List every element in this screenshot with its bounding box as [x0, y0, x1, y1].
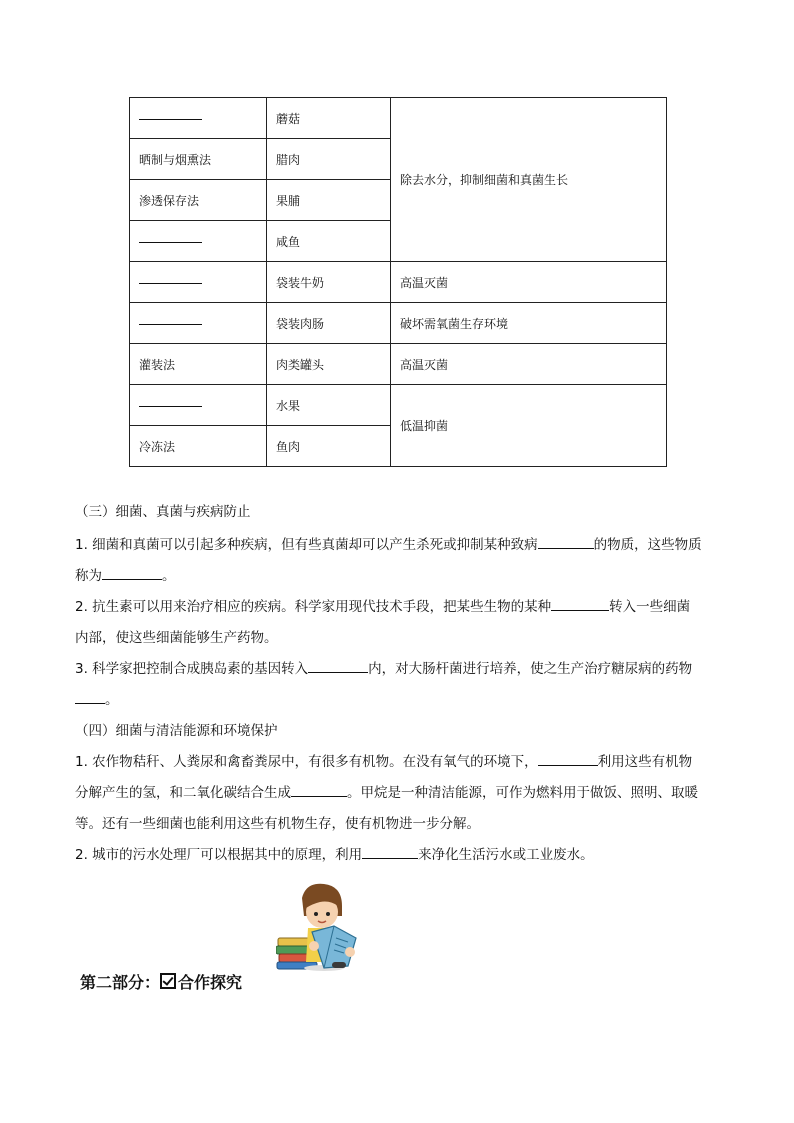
food-cell: 果脯: [267, 180, 391, 221]
food-cell: 水果: [267, 385, 391, 426]
table-row: [130, 262, 667, 303]
checkbox-icon: [160, 973, 176, 989]
method-cell: [130, 262, 267, 303]
fill-blank[interactable]: [102, 565, 162, 580]
fill-blank[interactable]: [75, 689, 105, 704]
section-3-question-3: 3. 科学家把控制合成胰岛素的基因转入 内，对大肠杆菌进行培养，使之生产治疗糖尿病的药物 。: [75, 654, 725, 716]
fill-blank[interactable]: [551, 596, 609, 611]
method-cell: 渗透保存法: [130, 180, 267, 221]
table-row: [130, 303, 667, 344]
method-cell: 冷冻法: [130, 426, 267, 467]
method-cell: [130, 385, 267, 426]
fill-blank[interactable]: [538, 534, 594, 549]
method-cell: [130, 303, 267, 344]
fill-blank[interactable]: [139, 282, 202, 284]
method-cell: 灌装法: [130, 344, 267, 385]
food-cell: 腊肉: [267, 139, 391, 180]
section-3-question-1: 1. 细菌和真菌可以引起多种疾病，但有些真菌却可以产生杀死或抑制某种致病 的物质，这些物质 称为 。: [75, 530, 725, 592]
section-3-question-2: 2. 抗生素可以用来治疗相应的疾病。科学家用现代技术手段，把某些生物的某种 转入一些细菌 内部，使这些细菌能够生产药物。: [75, 592, 725, 654]
table-row: [130, 385, 667, 426]
food-cell: 袋装牛奶: [267, 262, 391, 303]
part-2-heading: 第二部分： 合作探究: [80, 973, 243, 992]
table-row: [130, 98, 667, 139]
food-cell: 肉类罐头: [267, 344, 391, 385]
fill-blank[interactable]: [538, 751, 598, 766]
principle-cell: 高温灭菌: [391, 344, 667, 385]
section-4-title: （四）细菌与清洁能源和环境保护: [75, 723, 278, 739]
food-cell: 袋装肉肠: [267, 303, 391, 344]
principle-cell: 除去水分，抑制细菌和真菌生长: [391, 98, 667, 262]
section-4-question-2: 2. 城市的污水处理厂可以根据其中的原理，利用 来净化生活污水或工业废水。: [75, 840, 725, 871]
principle-cell: 高温灭菌: [391, 262, 667, 303]
method-cell: [130, 221, 267, 262]
table-row: [130, 344, 667, 385]
principle-cell: 破坏需氧菌生存环境: [391, 303, 667, 344]
fill-blank[interactable]: [291, 782, 347, 797]
section-3-title: （三）细菌、真菌与疾病防止: [75, 504, 251, 520]
fill-blank[interactable]: [139, 241, 202, 243]
method-cell: [130, 98, 267, 139]
food-cell: 蘑菇: [267, 98, 391, 139]
fill-blank[interactable]: [139, 405, 202, 407]
section-4-question-1: 1. 农作物秸秆、人粪尿和禽畜粪尿中，有很多有机物。在没有氧气的环境下， 利用这些有机物 分解产生的氢，和二氧化碳结合生成 。甲烷是一种清洁能源，可作为燃料用于做饭、照明、取暖 等。还有一些细菌也能利用这些有机物生存，使有机物进一步分解。: [75, 747, 725, 840]
fill-blank[interactable]: [139, 118, 202, 120]
fill-blank[interactable]: [308, 658, 368, 673]
method-cell: 晒制与烟熏法: [130, 139, 267, 180]
fill-blank[interactable]: [139, 323, 202, 325]
child-reading-illustration: [276, 882, 360, 972]
food-preservation-table: [129, 97, 667, 467]
fill-blank[interactable]: [362, 844, 418, 859]
principle-cell: 低温抑菌: [391, 385, 667, 467]
food-cell: 鱼肉: [267, 426, 391, 467]
food-cell: 咸鱼: [267, 221, 391, 262]
